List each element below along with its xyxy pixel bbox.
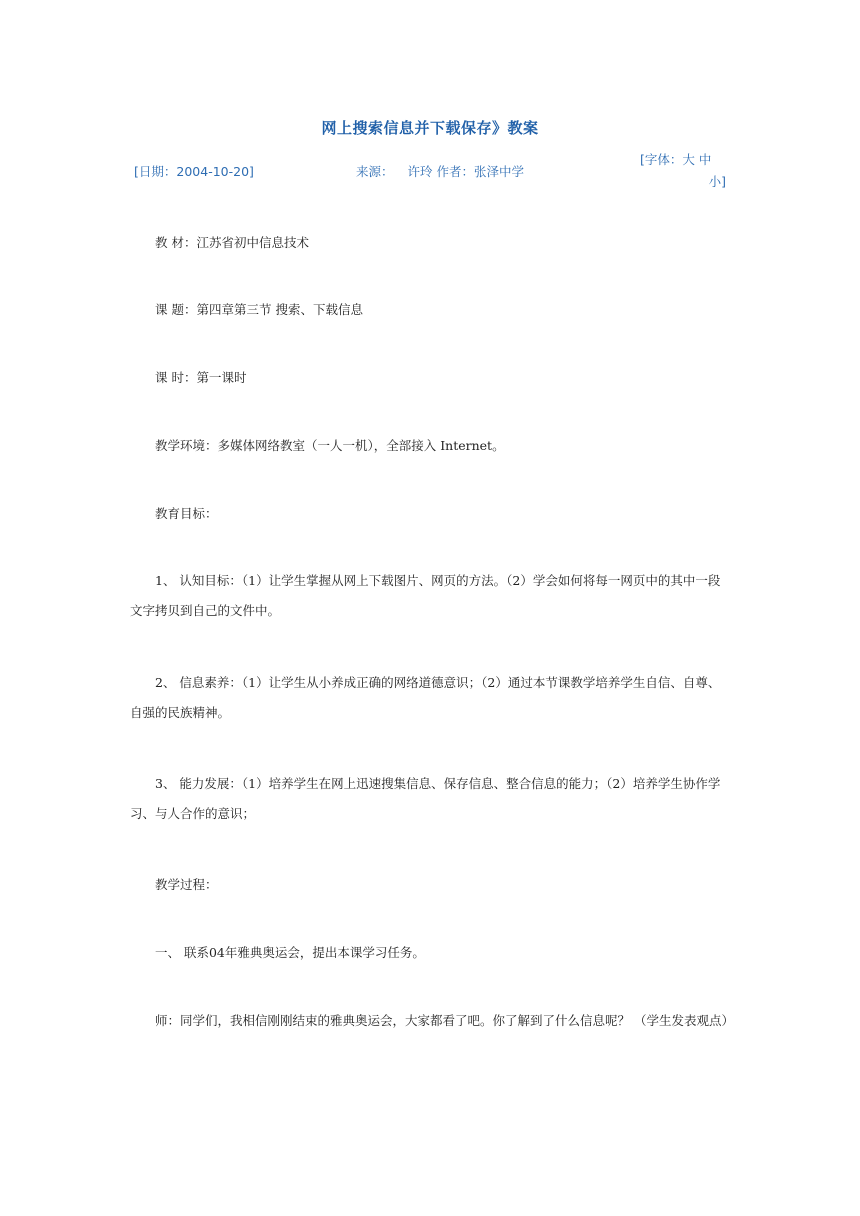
paragraph-teacher-dialogue: 师：同学们，我相信刚刚结束的雅典奥运会，大家都看了吧。你了解到了什么信息呢？ （学生发表观点）	[155, 1013, 734, 1028]
author-label: 作者：张泽中学	[436, 164, 525, 179]
paragraph-textbook: 教 材：江苏省初中信息技术	[155, 235, 309, 250]
source-author-line	[356, 162, 524, 180]
paragraph-objective-3: 3、 能力发展：（1）培养学生在网上迅速搜集信息、保存信息、整合信息的能力；（2）培养学生协作学习、与人合作的意识；	[130, 776, 721, 821]
date-label: [日期：2004-10-20]	[134, 164, 254, 179]
font-size-line1[interactable]: [字体：大 中	[640, 152, 712, 167]
paragraph-lesson-hours: 课 时：第一课时	[155, 370, 247, 385]
paragraph-objectives-heading: 教育目标：	[155, 506, 218, 521]
paragraph-step-1: 一、 联系04年雅典奥运会，提出本课学习任务。	[155, 945, 425, 960]
font-size-selector[interactable]	[640, 149, 726, 193]
paragraph-objective-2: 2、 信息素养：（1）让学生从小养成正确的网络道德意识；（2）通过本节课教学培养学生自信、自尊、自强的民族精神。	[130, 675, 721, 720]
paragraph-topic: 课 题：第四章第三节 搜索、下载信息	[155, 302, 363, 317]
paragraph-process-heading: 教学过程：	[155, 877, 218, 892]
paragraph-objective-1: 1、 认知目标：（1）让学生掌握从网上下载图片、网页的方法。（2）学会如何将每一网页中的其中一段文字拷贝到自己的文件中。	[130, 573, 721, 618]
source-label: 来源：	[356, 164, 394, 179]
paragraph-environment: 教学环境：多媒体网络教室（一人一机），全部接入 Internet。	[155, 438, 505, 453]
font-size-line2[interactable]: 小]	[708, 174, 726, 189]
source-name: 许玲	[407, 164, 433, 179]
document-title: 网上搜索信息并下载保存》教案	[321, 119, 539, 137]
